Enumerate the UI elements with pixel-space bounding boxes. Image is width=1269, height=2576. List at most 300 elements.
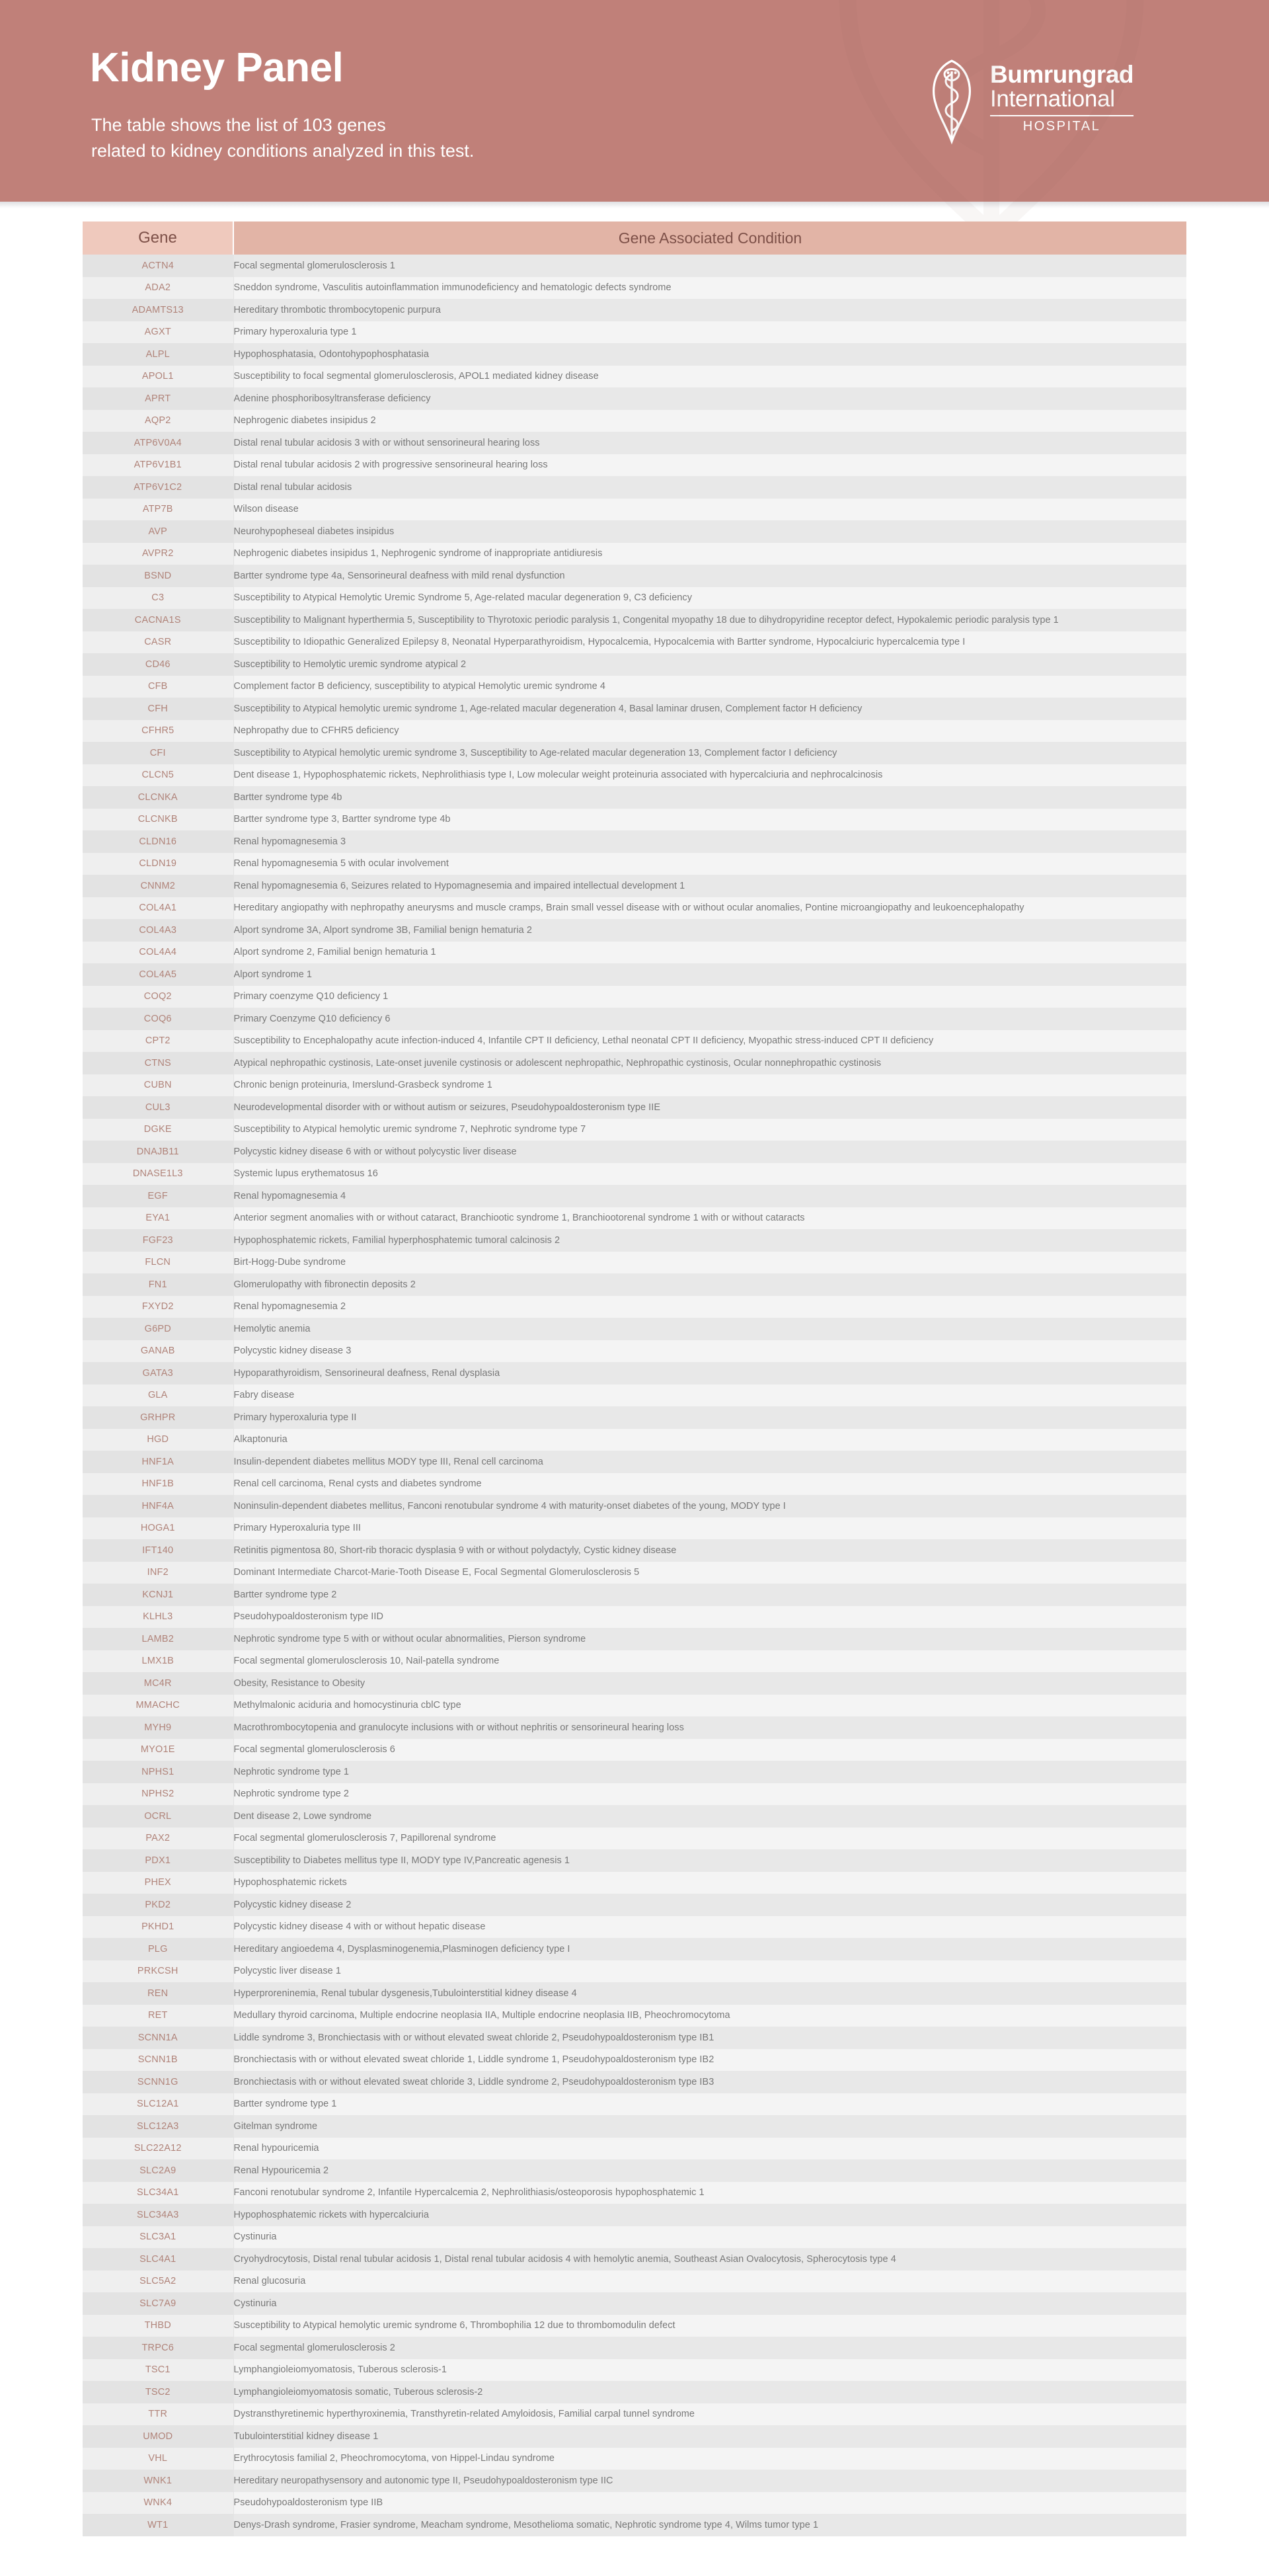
- table-row: [83, 631, 1186, 654]
- table-row: [83, 1451, 1186, 1473]
- cell-gene: AVPR2: [83, 543, 233, 565]
- cell-gene: HNF1A: [83, 1451, 233, 1473]
- table-row: [83, 2182, 1186, 2204]
- table-row: [83, 653, 1186, 676]
- table-row: [83, 2115, 1186, 2138]
- cell-gene-associated-condition: Tubulointerstitial kidney disease 1: [233, 2425, 1186, 2448]
- cell-gene-associated-condition: Bronchiectasis with or without elevated sweat chloride 3, Liddle syndrome 2, Pseudohypoaldosteronism type IB3: [233, 2071, 1186, 2093]
- cell-gene-associated-condition: Renal glucosuria: [233, 2271, 1186, 2293]
- table-row: [83, 2403, 1186, 2426]
- cell-gene: VHL: [83, 2448, 233, 2470]
- cell-gene-associated-condition: Renal hypomagnesemia 4: [233, 1185, 1186, 1207]
- cell-gene-associated-condition: Dent disease 1, Hypophosphatemic rickets, Nephrolithiasis type I, Low molecular weight proteinuria associated with hypercalciuria and nephrocalcinosis: [233, 764, 1186, 787]
- cell-gene-associated-condition: Polycystic liver disease 1: [233, 1960, 1186, 1983]
- cell-gene: SLC22A12: [83, 2138, 233, 2160]
- cell-gene: WNK4: [83, 2492, 233, 2515]
- cell-gene-associated-condition: Polycystic kidney disease 2: [233, 1894, 1186, 1916]
- cell-gene-associated-condition: Cystinuria: [233, 2226, 1186, 2249]
- cell-gene-associated-condition: Focal segmental glomerulosclerosis 1: [233, 255, 1186, 277]
- table-row: [83, 1385, 1186, 1407]
- table-row: [83, 2271, 1186, 2293]
- table-row: [83, 432, 1186, 454]
- cell-gene: IFT140: [83, 1539, 233, 1562]
- cell-gene: LAMB2: [83, 1628, 233, 1650]
- cell-gene-associated-condition: Susceptibility to Malignant hyperthermia 5, Susceptibility to Thyrotoxic periodic paralysis 1, Congenital myopathy 18 due to dihydropyridine receptor defect, Hypokalemic periodic paralysis type 1: [233, 609, 1186, 631]
- page-subtitle-line-1: The table shows the list of 103 genes: [91, 115, 386, 135]
- cell-gene-associated-condition: Macrothrombocytopenia and granulocyte inclusions with or without nephritis or sensorineural hearing loss: [233, 1716, 1186, 1739]
- cell-gene: CFH: [83, 698, 233, 720]
- cell-gene-associated-condition: Renal hypouricemia: [233, 2138, 1186, 2160]
- table-row: [83, 476, 1186, 499]
- table-row: [83, 676, 1186, 698]
- table-row: [83, 809, 1186, 831]
- page-subtitle: [91, 112, 474, 164]
- cell-gene-associated-condition: Hypophosphatemic rickets, Familial hyperphosphatemic tumoral calcinosis 2: [233, 1229, 1186, 1252]
- cell-gene-associated-condition: Bartter syndrome type 3, Bartter syndrome type 4b: [233, 809, 1186, 831]
- table-row: [83, 2204, 1186, 2226]
- table-row: [83, 387, 1186, 410]
- table-row: [83, 1340, 1186, 1363]
- table-row: [83, 1008, 1186, 1030]
- table-row: [83, 2226, 1186, 2249]
- cell-gene: MYH9: [83, 1716, 233, 1739]
- cell-gene-associated-condition: Hereditary neuropathysensory and autonomic type II, Pseudohypoaldosteronism type IIC: [233, 2470, 1186, 2492]
- cell-gene: HNF1B: [83, 1473, 233, 1496]
- table-row: [83, 321, 1186, 344]
- table-row: [83, 255, 1186, 277]
- cell-gene: SLC12A3: [83, 2115, 233, 2138]
- cell-gene-associated-condition: Noninsulin-dependent diabetes mellitus, Fanconi renotubular syndrome 4 with maturity-onset diabetes of the young, MODY type I: [233, 1495, 1186, 1517]
- cell-gene-associated-condition: Primary coenzyme Q10 deficiency 1: [233, 986, 1186, 1008]
- logo-divider: [990, 115, 1134, 116]
- cell-gene: CFI: [83, 742, 233, 764]
- table-row: [83, 2514, 1186, 2536]
- cell-gene-associated-condition: Hypophosphatemic rickets with hypercalciuria: [233, 2204, 1186, 2226]
- cell-gene: WT1: [83, 2514, 233, 2536]
- cell-gene-associated-condition: Polycystic kidney disease 6 with or without polycystic liver disease: [233, 1141, 1186, 1163]
- cell-gene-associated-condition: Susceptibility to Atypical hemolytic uremic syndrome 1, Age-related macular degeneration 4, Basal laminar drusen, Complement factor H deficiency: [233, 698, 1186, 720]
- table-row: [83, 1828, 1186, 1850]
- table-row: [83, 2005, 1186, 2027]
- cell-gene-associated-condition: Susceptibility to Atypical hemolytic uremic syndrome 7, Nephrotic syndrome type 7: [233, 1119, 1186, 1141]
- cell-gene: SLC34A1: [83, 2182, 233, 2204]
- table-row: [83, 830, 1186, 853]
- cell-gene-associated-condition: Primary hyperoxaluria type 1: [233, 321, 1186, 344]
- cell-gene: DNASE1L3: [83, 1163, 233, 1186]
- cell-gene: CLCN5: [83, 764, 233, 787]
- cell-gene-associated-condition: Susceptibility to Diabetes mellitus type II, MODY type IV,Pancreatic agenesis 1: [233, 1849, 1186, 1872]
- cell-gene: TTR: [83, 2403, 233, 2426]
- cell-gene-associated-condition: Hereditary angiopathy with nephropathy aneurysms and muscle cramps, Brain small vessel disease with or without ocular anomalies, Pontine microangiopathy and leukoencephalopathy: [233, 897, 1186, 920]
- table-row: [83, 2359, 1186, 2382]
- hospital-logo: [924, 58, 1134, 145]
- cell-gene: INF2: [83, 1562, 233, 1584]
- cell-gene: COL4A5: [83, 963, 233, 986]
- banner-shadow: [0, 202, 1269, 208]
- cell-gene: UMOD: [83, 2425, 233, 2448]
- table-row: [83, 2049, 1186, 2072]
- cell-gene: SCNN1B: [83, 2049, 233, 2072]
- table-row: [83, 742, 1186, 764]
- table-row: [83, 2292, 1186, 2315]
- cell-gene: GANAB: [83, 1340, 233, 1363]
- table-row: [83, 1229, 1186, 1252]
- table-row: [83, 1894, 1186, 1916]
- table-row: [83, 565, 1186, 587]
- cell-gene: RET: [83, 2005, 233, 2027]
- cell-gene: NPHS2: [83, 1783, 233, 1806]
- table-row: [83, 1805, 1186, 1828]
- cell-gene-associated-condition: Nephrotic syndrome type 1: [233, 1761, 1186, 1783]
- cell-gene: SLC3A1: [83, 2226, 233, 2249]
- cell-gene-associated-condition: Distal renal tubular acidosis 3 with or without sensorineural hearing loss: [233, 432, 1186, 454]
- table-row: [83, 543, 1186, 565]
- cell-gene: CLDN16: [83, 830, 233, 853]
- cell-gene: C3: [83, 587, 233, 610]
- table-row: [83, 1429, 1186, 1451]
- table-row: [83, 1783, 1186, 1806]
- cell-gene: PRKCSH: [83, 1960, 233, 1983]
- logo-line-hospital: HOSPITAL: [1022, 119, 1101, 134]
- table-header-row: [83, 221, 1186, 255]
- cell-gene-associated-condition: Focal segmental glomerulosclerosis 10, Nail-patella syndrome: [233, 1650, 1186, 1673]
- cell-gene-associated-condition: Erythrocytosis familial 2, Pheochromocytoma, von Hippel-Lindau syndrome: [233, 2448, 1186, 2470]
- cell-gene: CFB: [83, 676, 233, 698]
- cell-gene: BSND: [83, 565, 233, 587]
- table-row: [83, 963, 1186, 986]
- table-row: [83, 1052, 1186, 1074]
- cell-gene-associated-condition: Focal segmental glomerulosclerosis 6: [233, 1739, 1186, 1761]
- cell-gene: SCNN1A: [83, 2027, 233, 2049]
- cell-gene: NPHS1: [83, 1761, 233, 1783]
- page-subtitle-line-2: related to kidney conditions analyzed in this test.: [91, 141, 475, 161]
- table-row: [83, 1650, 1186, 1673]
- table-row: [83, 1273, 1186, 1296]
- table-row: [83, 1296, 1186, 1318]
- cell-gene-associated-condition: Alport syndrome 2, Familial benign hematuria 1: [233, 942, 1186, 964]
- cell-gene-associated-condition: Cystinuria: [233, 2292, 1186, 2315]
- cell-gene-associated-condition: Lymphangioleiomyomatosis somatic, Tuberous sclerosis-2: [233, 2381, 1186, 2403]
- cell-gene: LMX1B: [83, 1650, 233, 1673]
- cell-gene-associated-condition: Complement factor B deficiency, susceptibility to atypical Hemolytic uremic syndrome 4: [233, 676, 1186, 698]
- cell-gene: GATA3: [83, 1362, 233, 1385]
- cell-gene-associated-condition: Primary hyperoxaluria type II: [233, 1406, 1186, 1429]
- cell-gene: CUBN: [83, 1074, 233, 1097]
- cell-gene-associated-condition: Focal segmental glomerulosclerosis 2: [233, 2337, 1186, 2359]
- gene-table: [83, 221, 1186, 2536]
- cell-gene-associated-condition: Bartter syndrome type 1: [233, 2093, 1186, 2116]
- cell-gene-associated-condition: Polycystic kidney disease 4 with or without hepatic disease: [233, 1916, 1186, 1939]
- table-row: [83, 764, 1186, 787]
- cell-gene-associated-condition: Wilson disease: [233, 499, 1186, 521]
- table-row: [83, 1030, 1186, 1053]
- cell-gene: SLC7A9: [83, 2292, 233, 2315]
- cell-gene-associated-condition: Alport syndrome 3A, Alport syndrome 3B, Familial benign hematuria 2: [233, 919, 1186, 942]
- cell-gene: SLC4A1: [83, 2248, 233, 2271]
- cell-gene: CLCNKA: [83, 786, 233, 809]
- cell-gene: COQ2: [83, 986, 233, 1008]
- cell-gene: ATP6V0A4: [83, 432, 233, 454]
- cell-gene: CLCNKB: [83, 809, 233, 831]
- cell-gene-associated-condition: Renal cell carcinoma, Renal cysts and diabetes syndrome: [233, 1473, 1186, 1496]
- cell-gene: ATP7B: [83, 499, 233, 521]
- page-banner: [0, 0, 1269, 202]
- cell-gene-associated-condition: Renal hypomagnesemia 2: [233, 1296, 1186, 1318]
- table-row: [83, 1119, 1186, 1141]
- cell-gene: ATP6V1B1: [83, 454, 233, 477]
- cell-gene-associated-condition: Nephrotic syndrome type 2: [233, 1783, 1186, 1806]
- cell-gene: CACNA1S: [83, 609, 233, 631]
- table-row: [83, 1539, 1186, 1562]
- cell-gene-associated-condition: Dominant Intermediate Charcot-Marie-Tooth Disease E, Focal Segmental Glomerulosclerosis 5: [233, 1562, 1186, 1584]
- cell-gene-associated-condition: Neurohypopheseal diabetes insipidus: [233, 520, 1186, 543]
- cell-gene: KCNJ1: [83, 1584, 233, 1606]
- cell-gene: CTNS: [83, 1052, 233, 1074]
- cell-gene-associated-condition: Renal hypomagnesemia 5 with ocular involvement: [233, 853, 1186, 875]
- cell-gene: DGKE: [83, 1119, 233, 1141]
- column-header-condition: Gene Associated Condition: [233, 221, 1186, 255]
- cell-gene: PAX2: [83, 1828, 233, 1850]
- caduceus-serpent-icon: [924, 58, 980, 145]
- cell-gene-associated-condition: Distal renal tubular acidosis 2 with progressive sensorineural hearing loss: [233, 454, 1186, 477]
- cell-gene: OCRL: [83, 1805, 233, 1828]
- cell-gene-associated-condition: Fanconi renotubular syndrome 2, Infantile Hypercalcemia 2, Nephrolithiasis/osteoporosis hypophosphatemic 1: [233, 2182, 1186, 2204]
- table-row: [83, 2159, 1186, 2182]
- table-row: [83, 1473, 1186, 1496]
- table-row: [83, 1739, 1186, 1761]
- table-row: [83, 1074, 1186, 1097]
- table-row: [83, 698, 1186, 720]
- logo-line-international: International: [990, 85, 1115, 112]
- table-row: [83, 2448, 1186, 2470]
- table-row: [83, 1318, 1186, 1340]
- table-row: [83, 1185, 1186, 1207]
- cell-gene: CLDN19: [83, 853, 233, 875]
- cell-gene-associated-condition: Nephropathy due to CFHR5 deficiency: [233, 720, 1186, 743]
- table-row: [83, 587, 1186, 610]
- table-row: [83, 897, 1186, 920]
- cell-gene-associated-condition: Bartter syndrome type 2: [233, 1584, 1186, 1606]
- table-row: [83, 1761, 1186, 1783]
- cell-gene-associated-condition: Susceptibility to Atypical hemolytic uremic syndrome 3, Susceptibility to Age-related macular degeneration 13, Complement factor I deficiency: [233, 742, 1186, 764]
- cell-gene: SCNN1G: [83, 2071, 233, 2093]
- cell-gene-associated-condition: Susceptibility to Encephalopathy acute infection-induced 4, Infantile CPT II deficiency, Lethal neonatal CPT II deficiency, Myopathic stress-induced CPT II deficiency: [233, 1030, 1186, 1053]
- table-row: [83, 1562, 1186, 1584]
- cell-gene: FN1: [83, 1273, 233, 1296]
- cell-gene: TRPC6: [83, 2337, 233, 2359]
- table-row: [83, 277, 1186, 300]
- cell-gene: PHEX: [83, 1872, 233, 1894]
- cell-gene: SLC34A3: [83, 2204, 233, 2226]
- table-row: [83, 1096, 1186, 1119]
- gene-table-container: [83, 221, 1186, 2536]
- cell-gene-associated-condition: Hereditary thrombotic thrombocytopenic purpura: [233, 299, 1186, 321]
- table-row: [83, 1163, 1186, 1186]
- cell-gene: PKHD1: [83, 1916, 233, 1939]
- cell-gene-associated-condition: Hypophosphatemic rickets: [233, 1872, 1186, 1894]
- table-row: [83, 2425, 1186, 2448]
- cell-gene-associated-condition: Sneddon syndrome, Vasculitis autoinflammation immunodeficiency and hematologic defects syndrome: [233, 277, 1186, 300]
- cell-gene-associated-condition: Bartter syndrome type 4b: [233, 786, 1186, 809]
- table-row: [83, 720, 1186, 743]
- cell-gene: ACTN4: [83, 255, 233, 277]
- cell-gene: CNNM2: [83, 875, 233, 897]
- table-row: [83, 299, 1186, 321]
- table-row: [83, 1695, 1186, 1717]
- cell-gene-associated-condition: Nephrogenic diabetes insipidus 2: [233, 410, 1186, 432]
- cell-gene: SLC12A1: [83, 2093, 233, 2116]
- table-row: [83, 875, 1186, 897]
- cell-gene: HGD: [83, 1429, 233, 1451]
- cell-gene: CD46: [83, 653, 233, 676]
- table-row: [83, 1606, 1186, 1629]
- cell-gene-associated-condition: Focal segmental glomerulosclerosis 7, Papillorenal syndrome: [233, 1828, 1186, 1850]
- cell-gene-associated-condition: Liddle syndrome 3, Bronchiectasis with or without elevated sweat chloride 2, Pseudohypoaldosteronism type IB1: [233, 2027, 1186, 2049]
- cell-gene: FLCN: [83, 1252, 233, 1274]
- cell-gene: APRT: [83, 387, 233, 410]
- cell-gene-associated-condition: Systemic lupus erythematosus 16: [233, 1163, 1186, 1186]
- cell-gene: CASR: [83, 631, 233, 654]
- table-row: [83, 1495, 1186, 1517]
- cell-gene-associated-condition: Susceptibility to Hemolytic uremic syndrome atypical 2: [233, 653, 1186, 676]
- cell-gene-associated-condition: Renal Hypouricemia 2: [233, 2159, 1186, 2182]
- cell-gene: EYA1: [83, 1207, 233, 1230]
- cell-gene: PLG: [83, 1938, 233, 1960]
- cell-gene: COL4A1: [83, 897, 233, 920]
- cell-gene-associated-condition: Susceptibility to Idiopathic Generalized Epilepsy 8, Neonatal Hyperparathyroidism, Hypocalcemia, Hypocalcemia with Bartter syndrome, Hypocalciuric hypercalcemia type I: [233, 631, 1186, 654]
- table-row: [83, 942, 1186, 964]
- table-row: [83, 1517, 1186, 1540]
- table-row: [83, 1982, 1186, 2005]
- cell-gene-associated-condition: Anterior segment anomalies with or without cataract, Branchiootic syndrome 1, Branchiootorenal syndrome 1 with or without cataracts: [233, 1207, 1186, 1230]
- cell-gene-associated-condition: Dent disease 2, Lowe syndrome: [233, 1805, 1186, 1828]
- cell-gene-associated-condition: Chronic benign proteinuria, Imerslund-Grasbeck syndrome 1: [233, 1074, 1186, 1097]
- cell-gene: EGF: [83, 1185, 233, 1207]
- cell-gene: HNF4A: [83, 1495, 233, 1517]
- table-row: [83, 2071, 1186, 2093]
- table-row: [83, 2248, 1186, 2271]
- cell-gene-associated-condition: Renal hypomagnesemia 6, Seizures related to Hypomagnesemia and impaired intellectual development 1: [233, 875, 1186, 897]
- cell-gene-associated-condition: Hypophosphatasia, Odontohypophosphatasia: [233, 343, 1186, 366]
- cell-gene: HOGA1: [83, 1517, 233, 1540]
- table-row: [83, 499, 1186, 521]
- cell-gene-associated-condition: Alport syndrome 1: [233, 963, 1186, 986]
- table-row: [83, 1406, 1186, 1429]
- cell-gene: ADA2: [83, 277, 233, 300]
- cell-gene: COL4A4: [83, 942, 233, 964]
- cell-gene: SLC2A9: [83, 2159, 233, 2182]
- gene-table-body: [83, 255, 1186, 2536]
- cell-gene-associated-condition: Distal renal tubular acidosis: [233, 476, 1186, 499]
- cell-gene-associated-condition: Retinitis pigmentosa 80, Short-rib thoracic dysplasia 9 with or without polydactyly, Cystic kidney disease: [233, 1539, 1186, 1562]
- table-row: [83, 919, 1186, 942]
- table-row: [83, 1916, 1186, 1939]
- cell-gene-associated-condition: Nephrotic syndrome type 5 with or without ocular abnormalities, Pierson syndrome: [233, 1628, 1186, 1650]
- cell-gene-associated-condition: Pseudohypoaldosteronism type IIB: [233, 2492, 1186, 2515]
- cell-gene-associated-condition: Lymphangioleiomyomatosis, Tuberous sclerosis-1: [233, 2359, 1186, 2382]
- cell-gene-associated-condition: Gitelman syndrome: [233, 2115, 1186, 2138]
- table-row: [83, 1362, 1186, 1385]
- cell-gene: TSC2: [83, 2381, 233, 2403]
- cell-gene: MC4R: [83, 1672, 233, 1695]
- cell-gene-associated-condition: Polycystic kidney disease 3: [233, 1340, 1186, 1363]
- page-title: Kidney Panel: [90, 45, 344, 91]
- table-row: [83, 366, 1186, 388]
- cell-gene-associated-condition: Hereditary angioedema 4, Dysplasminogenemia,Plasminogen deficiency type I: [233, 1938, 1186, 1960]
- cell-gene-associated-condition: Alkaptonuria: [233, 1429, 1186, 1451]
- table-row: [83, 1672, 1186, 1695]
- cell-gene: MMACHC: [83, 1695, 233, 1717]
- cell-gene: CUL3: [83, 1096, 233, 1119]
- cell-gene-associated-condition: Cryohydrocytosis, Distal renal tubular acidosis 1, Distal renal tubular acidosis 4 with hemolytic anemia, Southeast Asian Ovalocytosis, Spherocytosis type 4: [233, 2248, 1186, 2271]
- cell-gene-associated-condition: Renal hypomagnesemia 3: [233, 830, 1186, 853]
- cell-gene-associated-condition: Dystransthyretinemic hyperthyroxinemia, Transthyretin-related Amyloidosis, Familial carpal tunnel syndrome: [233, 2403, 1186, 2426]
- cell-gene-associated-condition: Susceptibility to focal segmental glomerulosclerosis, APOL1 mediated kidney disease: [233, 366, 1186, 388]
- table-row: [83, 786, 1186, 809]
- cell-gene: DNAJB11: [83, 1141, 233, 1163]
- table-row: [83, 2093, 1186, 2116]
- table-row: [83, 1849, 1186, 1872]
- table-row: [83, 1207, 1186, 1230]
- cell-gene-associated-condition: Denys-Drash syndrome, Frasier syndrome, Meacham syndrome, Mesothelioma somatic, Nephrotic syndrome type 4, Wilms tumor type 1: [233, 2514, 1186, 2536]
- cell-gene: AVP: [83, 520, 233, 543]
- table-row: [83, 1938, 1186, 1960]
- cell-gene: PKD2: [83, 1894, 233, 1916]
- cell-gene: FGF23: [83, 1229, 233, 1252]
- table-row: [83, 2138, 1186, 2160]
- cell-gene: APOL1: [83, 366, 233, 388]
- table-row: [83, 343, 1186, 366]
- cell-gene-associated-condition: Susceptibility to Atypical Hemolytic Uremic Syndrome 5, Age-related macular degeneration 9, C3 deficiency: [233, 587, 1186, 610]
- page-bottom-spacer: [0, 2536, 1269, 2576]
- cell-gene: REN: [83, 1982, 233, 2005]
- table-row: [83, 1716, 1186, 1739]
- cell-gene: FXYD2: [83, 1296, 233, 1318]
- cell-gene-associated-condition: Neurodevelopmental disorder with or without autism or seizures, Pseudohypoaldosteronism type IIE: [233, 1096, 1186, 1119]
- cell-gene-associated-condition: Fabry disease: [233, 1385, 1186, 1407]
- logo-line-bumrungrad: Bumrungrad: [990, 61, 1134, 88]
- table-row: [83, 986, 1186, 1008]
- cell-gene: G6PD: [83, 1318, 233, 1340]
- cell-gene: MYO1E: [83, 1739, 233, 1761]
- table-row: [83, 2027, 1186, 2049]
- cell-gene: COL4A3: [83, 919, 233, 942]
- cell-gene: TSC1: [83, 2359, 233, 2382]
- table-row: [83, 2492, 1186, 2515]
- table-row: [83, 2337, 1186, 2359]
- cell-gene-associated-condition: Pseudohypoaldosteronism type IID: [233, 1606, 1186, 1629]
- table-row: [83, 853, 1186, 875]
- table-row: [83, 454, 1186, 477]
- cell-gene-associated-condition: Adenine phosphoribosyltransferase deficiency: [233, 387, 1186, 410]
- cell-gene: CPT2: [83, 1030, 233, 1053]
- cell-gene-associated-condition: Medullary thyroid carcinoma, Multiple endocrine neoplasia IIA, Multiple endocrine neoplasia IIB, Pheochromocytoma: [233, 2005, 1186, 2027]
- table-row: [83, 2315, 1186, 2337]
- table-row: [83, 1252, 1186, 1274]
- cell-gene-associated-condition: Atypical nephropathic cystinosis, Late-onset juvenile cystinosis or adolescent nephropathic, Nephropathic cystinosis, Ocular nonnephropathic cystinosis: [233, 1052, 1186, 1074]
- table-row: [83, 2470, 1186, 2492]
- table-row: [83, 1628, 1186, 1650]
- cell-gene-associated-condition: Methylmalonic aciduria and homocystinuria cblC type: [233, 1695, 1186, 1717]
- cell-gene: WNK1: [83, 2470, 233, 2492]
- table-row: [83, 520, 1186, 543]
- gene-table-head: [83, 221, 1186, 255]
- cell-gene: AGXT: [83, 321, 233, 344]
- cell-gene-associated-condition: Nephrogenic diabetes insipidus 1, Nephrogenic syndrome of inappropriate antidiuresis: [233, 543, 1186, 565]
- cell-gene: GRHPR: [83, 1406, 233, 1429]
- cell-gene-associated-condition: Insulin-dependent diabetes mellitus MODY type III, Renal cell carcinoma: [233, 1451, 1186, 1473]
- table-row: [83, 2381, 1186, 2403]
